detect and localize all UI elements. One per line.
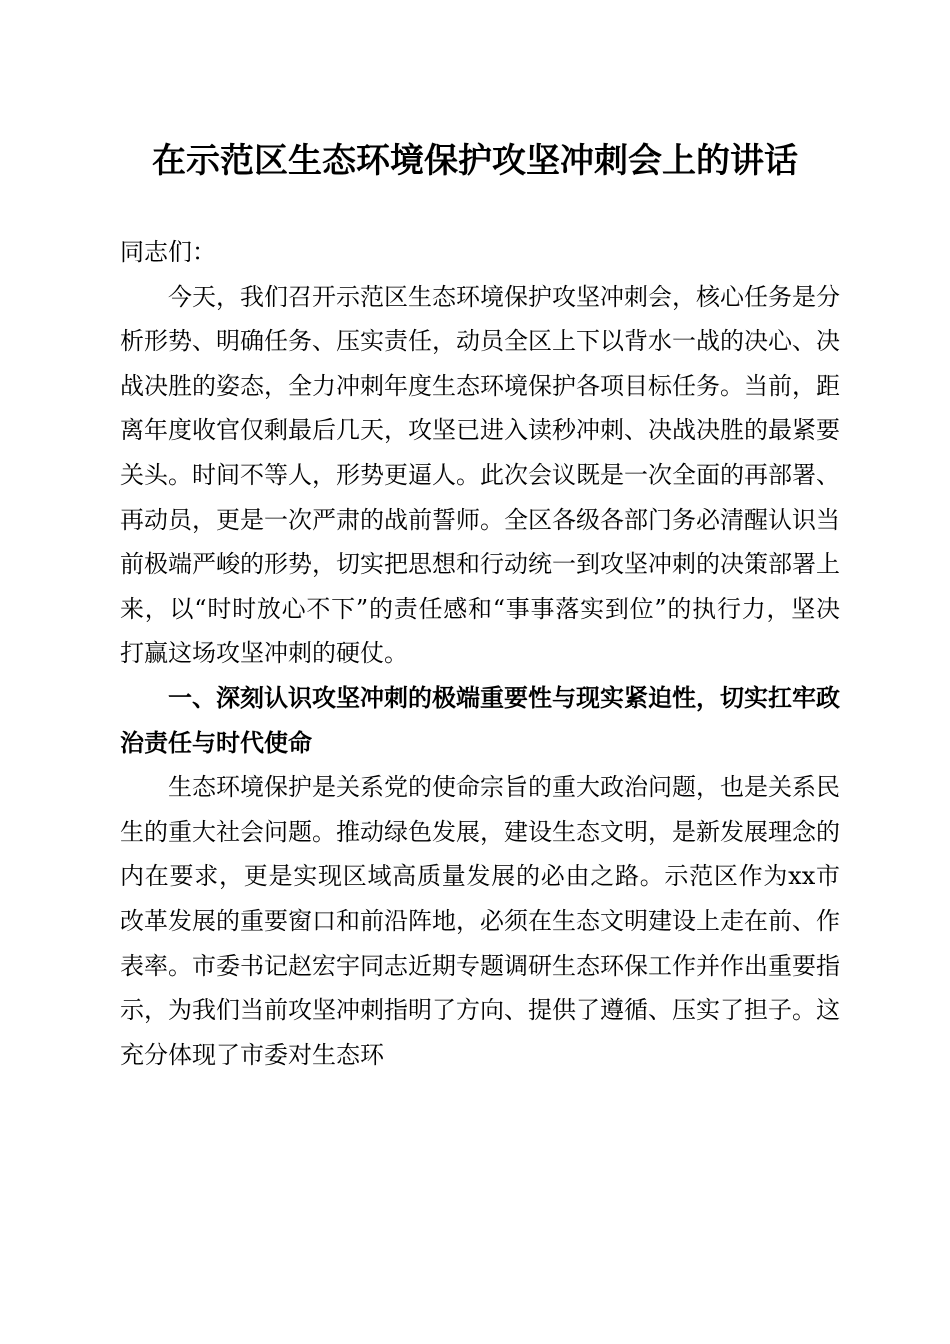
section-paragraph: 生态环境保护是关系党的使命宗旨的重大政治问题，也是关系民生的重大社会问题。推动绿色发展，建设生态文明，是新发展理念的内在要求，更是实现区域高质量发展的必由之路。示范区作为xx市改革发展的重要窗口和前沿阵地，必须在生态文明建设上走在前、作表率。市委书记赵宏宇同志近期专题调研生态环保工作并作出重要指示，为我们当前攻坚冲刺指明了方向、提供了遵循、压实了担子。这充分体现了市委对生态环 <box>120 773 840 1069</box>
document-body <box>120 230 840 1077</box>
section-heading: 一、深刻认识攻坚冲刺的极端重要性与现实紧迫性，切实扛牢政治责任与时代使命 <box>120 683 840 757</box>
document-title: 在示范区生态环境保护攻坚冲刺会上的讲话 <box>152 141 798 181</box>
salutation: 同志们： <box>120 238 216 266</box>
intro-paragraph: 今天，我们召开示范区生态环境保护攻坚冲刺会，核心任务是分析形势、明确任务、压实责任，动员全区上下以背水一战的决心、决战决胜的姿态，全力冲刺年度生态环境保护各项目标任务。当前，距离年度收官仅剩最后几天，攻坚已进入读秒冲刺、决战决胜的最紧要关头。时间不等人，形势更逼人。此次会议既是一次全面的再部署、再动员，更是一次严肃的战前誓师。全区各级各部门务必清醒认识当前极端严峻的形势，切实把思想和行动统一到攻坚冲刺的决策部署上来，以“时时放心不下”的责任感和“事事落实到位”的执行力，坚决打赢这场攻坚冲刺的硬仗。 <box>120 282 840 668</box>
